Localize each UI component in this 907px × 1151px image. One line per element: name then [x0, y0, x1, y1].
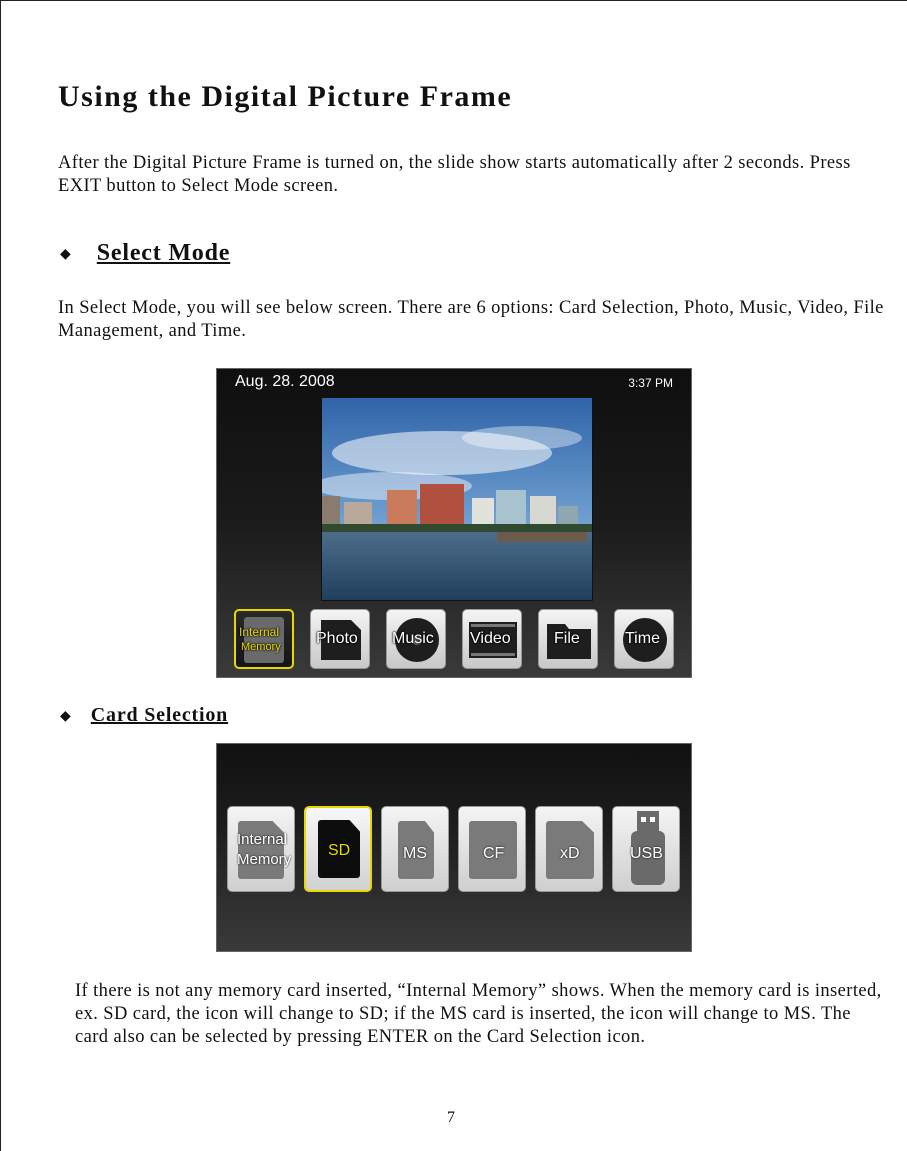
video-label: Video	[470, 630, 511, 647]
internal-memory-card-button[interactable]	[227, 806, 295, 892]
video-mode-button[interactable]	[462, 609, 522, 669]
page-title: Using the Digital Picture Frame	[58, 80, 513, 113]
sd-card-button[interactable]	[304, 806, 372, 892]
ms-label: MS	[403, 845, 427, 862]
photo-mode-button[interactable]	[310, 609, 370, 669]
screen-time: 3:37 PM	[628, 376, 673, 390]
xd-label: xD	[560, 845, 580, 862]
time-label: Time	[625, 630, 660, 647]
page-number: 7	[447, 1109, 455, 1126]
select-mode-title: Select Mode	[96, 240, 231, 266]
usb-label: USB	[630, 845, 663, 862]
memory-card-icon	[244, 617, 284, 663]
file-label: File	[554, 630, 580, 647]
page-border-top	[0, 0, 907, 1]
cf-card-button[interactable]	[458, 806, 526, 892]
time-mode-button[interactable]	[614, 609, 674, 669]
ms-card-button[interactable]	[381, 806, 449, 892]
memory-card-icon	[238, 821, 284, 879]
card-selection-description: If there is not any memory card inserted, “Internal Memory” shows. When the memory card is inserted, ex. SD card, the icon will change to SD; if the MS card is inserted, the icon will change to MS. The card also can be selected by pressing ENTER on the Card Selection icon.	[75, 981, 882, 1047]
photo-label: Photo	[316, 630, 358, 647]
bullet-icon: ◆	[60, 707, 71, 724]
sd-label: SD	[328, 842, 351, 859]
select-mode-heading	[60, 240, 230, 267]
usb-button[interactable]	[612, 806, 680, 892]
bullet-icon: ◆	[60, 245, 71, 262]
internal-label: Internal	[237, 831, 288, 848]
card-selection-title: Card Selection	[90, 704, 229, 726]
internal-memory-mode-button[interactable]	[234, 609, 294, 669]
select-mode-screen	[216, 368, 692, 678]
memory-label: Memory	[241, 641, 281, 653]
xd-card-button[interactable]	[535, 806, 603, 892]
memory-label: Memory	[237, 851, 292, 868]
card-icon-bar	[227, 806, 687, 894]
intro-paragraph: After the Digital Picture Frame is turned on, the slide show starts automatically after 2 seconds. Press EXIT button to Select Mode screen.	[58, 153, 851, 196]
screen-date: Aug. 28. 2008	[235, 373, 335, 390]
select-mode-description: In Select Mode, you will see below screen. There are 6 options: Card Selection, Photo, Music, Video, File Management, and Time.	[58, 298, 884, 341]
music-mode-button[interactable]	[386, 609, 446, 669]
page-border-left	[0, 0, 1, 1151]
music-label: Music	[392, 630, 434, 647]
card-selection-heading	[60, 704, 228, 727]
cf-label: CF	[483, 845, 505, 862]
card-selection-screen	[216, 743, 692, 952]
file-mode-button[interactable]	[538, 609, 598, 669]
slideshow-photo	[321, 397, 593, 601]
internal-label: Internal	[239, 625, 280, 639]
mode-icon-bar	[232, 609, 678, 671]
